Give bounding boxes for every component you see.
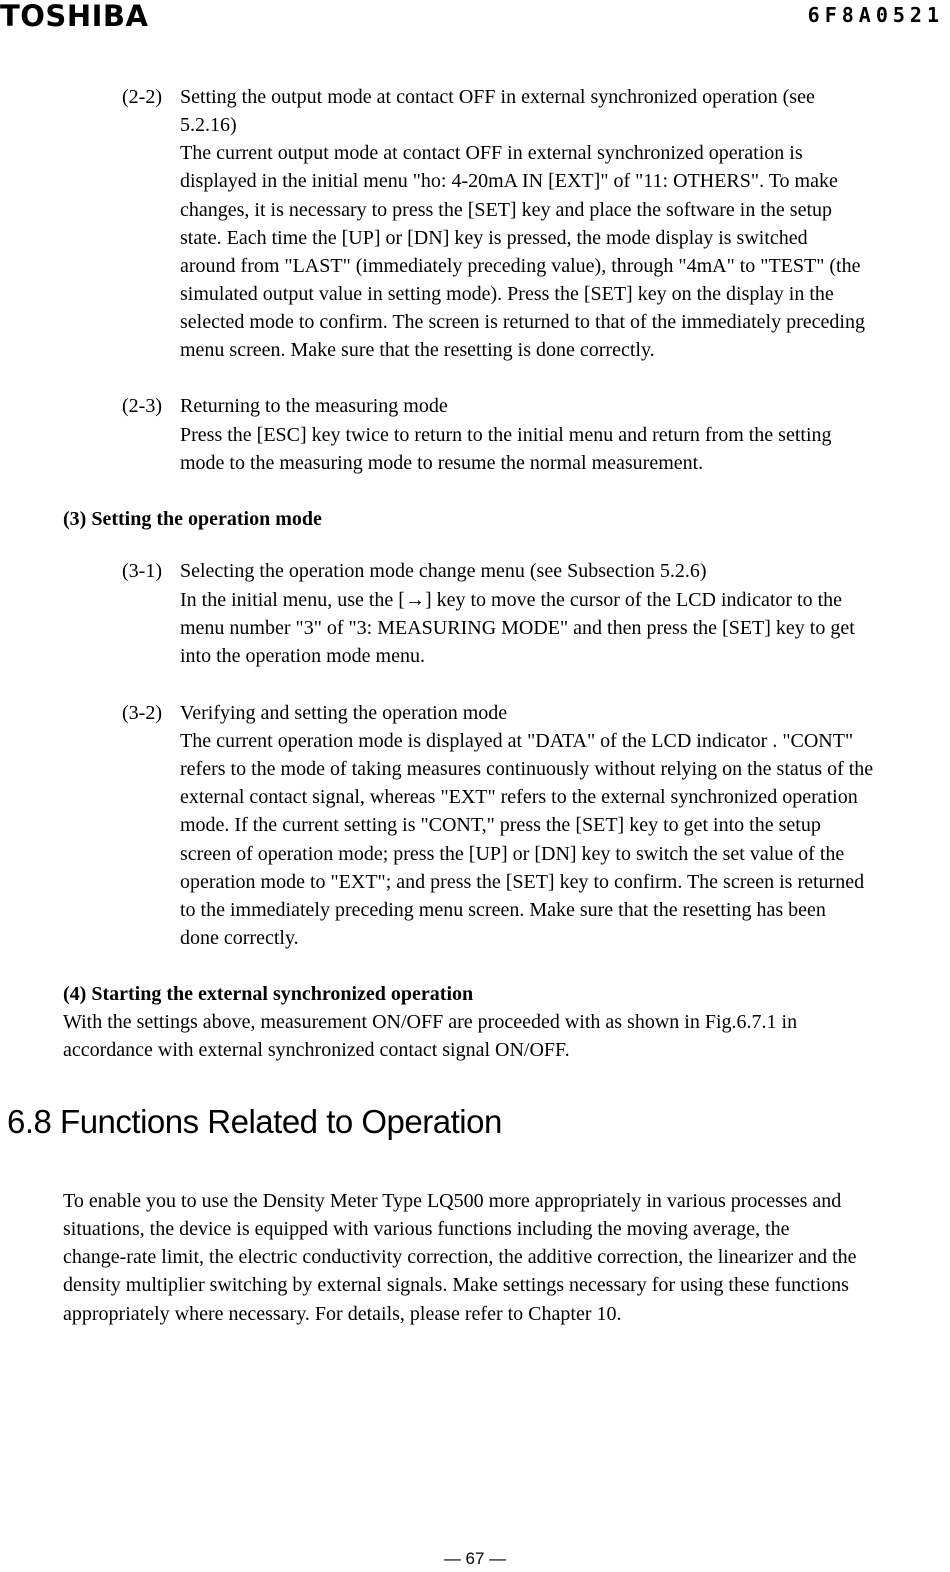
item-3-2-line: mode. If the current setting is "CONT," press the [SET] key to get into the setup [180,814,821,836]
item-number-2-2: (2-2) [122,86,162,108]
section-paragraph-line: density multiplier switching by external signals. Make settings necessary for using these functions [63,1274,849,1296]
item-3-2-line: operation mode to "EXT"; and press the [SET] key to confirm. The screen is returned [180,871,865,893]
item-2-2-line: The current output mode at contact OFF in external synchronized operation is [180,142,803,164]
item-3-1-line: into the operation mode menu. [180,645,425,667]
item-2-2-line: changes, it is necessary to press the [SET] key and place the software in the setup [180,199,833,221]
item-3-2-line: screen of operation mode; press the [UP] or [DN] key to switch the set value of the [180,843,845,865]
heading-3: (3) Setting the operation mode [63,508,322,530]
heading-4: (4) Starting the external synchronized operation [63,983,474,1005]
section-paragraph-line: appropriately where necessary. For details, please refer to Chapter 10. [63,1303,622,1325]
item-3-1-line: menu number "3" of "3: MEASURING MODE" and then press the [SET] key to get [180,617,855,639]
item-3-2-line: to the immediately preceding menu screen. Make sure that the resetting has been [180,899,826,921]
item-3-2-line: done correctly. [180,927,299,949]
section-paragraph-line: situations, the device is equipped with various functions including the moving average, the [63,1218,790,1240]
item-2-2-line: selected mode to confirm. The screen is returned to that of the immediately preceding [180,311,865,333]
item-2-2-line: menu screen. Make sure that the resetting is done correctly. [180,339,655,361]
document-number: 6F8A0521 [807,3,944,27]
section-title: 6.8 Functions Related to Operation [7,1103,502,1140]
item-2-2-line: Setting the output mode at contact OFF in external synchronized operation (see [180,86,815,108]
item-3-1-line: Selecting the operation mode change menu (see Subsection 5.2.6) [180,560,707,582]
item-3-2-line: refers to the mode of taking measures continuously without relying on the status of the [180,758,874,780]
item-2-2-line: displayed in the initial menu "ho: 4-20mA IN [EXT]" of "11: OTHERS". To make [180,170,838,192]
item-number-2-3: (2-3) [122,395,162,417]
item-2-3-line: Returning to the measuring mode [180,395,448,417]
paragraph-4-line: With the settings above, measurement ON/OFF are proceeded with as shown in Fig.6.7.1 in [63,1011,798,1033]
page-number: — 67 — [443,1549,507,1568]
item-2-2-line: 5.2.16) [180,114,237,136]
section-paragraph-line: change-rate limit, the electric conductivity correction, the additive correction, the linearizer and the [63,1246,857,1268]
item-3-2-line: external contact signal, whereas "EXT" refers to the external synchronized operation [180,786,858,808]
item-3-2-line: The current operation mode is displayed at "DATA" of the LCD indicator . "CONT" [180,730,854,752]
item-2-2-line: state. Each time the [UP] or [DN] key is pressed, the mode display is switched [180,227,808,249]
section-paragraph-line: To enable you to use the Density Meter Type LQ500 more appropriately in various processes and [63,1190,842,1212]
item-3-2-line: Verifying and setting the operation mode [180,702,508,724]
item-2-2-line: around from "LAST" (immediately preceding value), through "4mA" to "TEST" (the [180,255,861,277]
toshiba-logo: TOSHIBA [0,0,149,33]
item-2-3-line: mode to the measuring mode to resume the normal measurement. [180,452,704,474]
item-number-3-2: (3-2) [122,702,162,724]
paragraph-4-line: accordance with external synchronized contact signal ON/OFF. [63,1039,570,1061]
item-2-2-line: simulated output value in setting mode). Press the [SET] key on the display in the [180,283,834,305]
item-number-3-1: (3-1) [122,560,162,582]
item-2-3-line: Press the [ESC] key twice to return to the initial menu and return from the setting [180,424,832,446]
item-3-1-line: In the initial menu, use the [→] key to move the cursor of the LCD indicator to the [180,589,843,611]
